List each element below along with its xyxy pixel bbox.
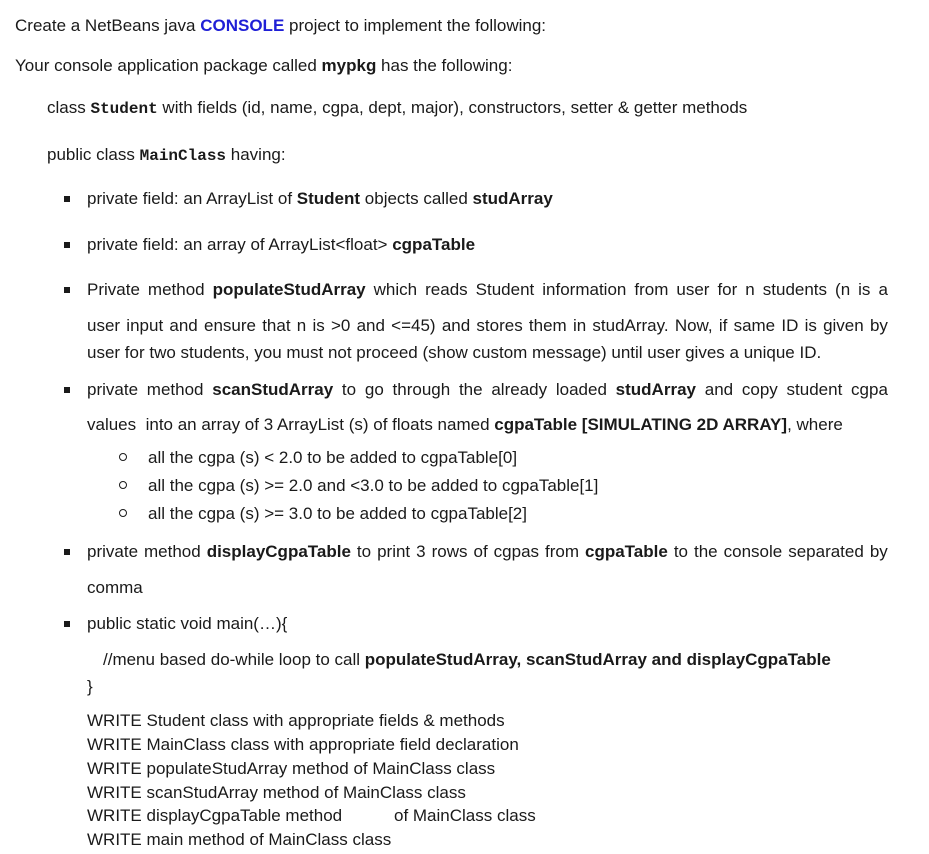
bullet-4-bold: cgpaTable [SIMULATING 2D ARRAY] [494,415,788,434]
bullet-2-bold: cgpaTable [392,235,476,254]
word: print [377,542,411,561]
sub-item-1: all the cgpa (s) < 2.0 to be added to cgpaTable[0] [148,448,518,467]
word: student [786,380,843,399]
word: by [869,542,888,561]
word: Student [475,280,535,299]
bullet-6-line-1: public static void main(…){ [87,614,288,633]
bullet-4-line-2 [87,414,843,436]
console-highlight: CONSOLE [200,16,285,35]
word-bold: studArray [615,380,696,399]
sub-bullet-marker [119,509,127,517]
word: the [458,380,483,399]
word: studArray. [592,316,669,335]
intro-text: Your console application package called [15,56,322,75]
bullet-5-line-1 [87,541,888,563]
bullet-1-bold: studArray [472,189,553,208]
word: the [693,542,718,561]
bullet-6-text: //menu based do-while loop to call [103,650,365,669]
word: to [673,542,688,561]
word-bold: populateStudArray [212,280,366,299]
word: to [356,542,372,561]
student-class-line [47,97,747,120]
word: (n [835,280,851,299]
task-4: WRITE scanStudArray method of MainClass class [87,783,466,802]
task-5-text: WRITE displayCgpaTable method [87,806,343,825]
bullet-1-bold: Student [296,189,361,208]
word: loaded [555,380,607,399]
bullet-4-line-1 [87,379,888,401]
word: copy [741,380,778,399]
word: that [262,316,291,335]
word: and [704,380,734,399]
bullet-6-bold: populateStudArray, scanStudArray and displayCgpaTable [364,650,831,669]
main-class-code: MainClass [139,147,227,165]
intro-text: project to implement the following: [284,16,547,35]
word: and [169,316,198,335]
word: method [144,542,201,561]
bullet-marker [64,621,70,627]
task-3: WRITE populateStudArray method of MainClass class [87,759,496,778]
task-6: WRITE main method of MainClass class [87,830,392,849]
word: ensure [203,316,256,335]
word: students [762,280,828,299]
bullet-4-text: , where [787,415,843,434]
sub-item-2: all the cgpa (s) >= 2.0 and <3.0 to be added to cgpaTable[1] [148,476,599,495]
intro-text: has the following: [376,56,513,75]
main-class-text: public class [47,145,140,164]
word: from [545,542,580,561]
word: in [572,316,587,335]
word: user [676,280,710,299]
word: which [373,280,418,299]
word: of [473,542,488,561]
sub-item-3: all the cgpa (s) >= 3.0 to be added to cgpaTable[2] [148,504,527,523]
main-class-line [47,144,286,167]
word: reads [425,280,468,299]
student-class-text: with fields (id, name, cgpa, dept, major), constructors, setter & getter methods [157,98,748,117]
bullet-1-text: objects called [360,189,473,208]
bullet-2-line [87,234,475,256]
word: method [146,380,204,399]
bullet-2-text: private field: an array of ArrayList<float> [87,235,393,254]
intro-text: Create a NetBeans java [15,16,201,35]
word: private [87,542,139,561]
word: is [804,316,817,335]
word: and [356,316,385,335]
word: Now, [674,316,713,335]
word: information [542,280,627,299]
word: <=45) [391,316,436,335]
intro-line-2 [15,55,512,77]
word: 3 [416,542,426,561]
bullet-marker [64,287,70,293]
student-class-code: Student [90,100,158,118]
word: method [147,280,205,299]
word-bold: cgpaTable [585,542,668,561]
bullet-3-line-2 [87,315,888,337]
word: cgpas [493,542,540,561]
word: rows [431,542,468,561]
word: >0 [330,316,351,335]
word: private [87,380,139,399]
word: from [634,280,669,299]
main-class-text: having: [226,145,286,164]
word: Private [87,280,140,299]
word: input [126,316,164,335]
word: same [733,316,776,335]
bullet-1-line [87,188,553,210]
word: ID [781,316,799,335]
word-bold: displayCgpaTable [206,542,351,561]
word: them [528,316,567,335]
word: if [718,316,728,335]
word: already [491,380,548,399]
word: to [341,380,357,399]
word: user [87,316,121,335]
task-5-suffix: of MainClass class [394,806,536,825]
bullet-4-text: values into an array of 3 ArrayList (s) of floats named [87,415,495,434]
word: and [441,316,471,335]
bullet-3-line-1 [87,279,888,301]
task-1: WRITE Student class with appropriate fields & methods [87,711,505,730]
bullet-6-line-3: } [87,677,93,696]
bullet-marker [64,549,70,555]
word: through [392,380,451,399]
sub-bullet-marker [119,453,127,461]
task-5 [87,805,342,827]
bullet-marker [64,196,70,202]
word: separated [788,542,864,561]
bullet-marker [64,242,70,248]
bullet-marker [64,387,70,393]
word: given [823,316,864,335]
task-2: WRITE MainClass class with appropriate field declaration [87,735,519,754]
word: n [745,280,755,299]
word: for [717,280,738,299]
package-name: mypkg [321,56,377,75]
word: n [296,316,307,335]
intro-line-1 [15,15,546,37]
word: stores [476,316,523,335]
bullet-5-line-2: comma [87,578,143,597]
word-bold: scanStudArray [212,380,334,399]
word: cgpa [851,380,888,399]
word: go [364,380,384,399]
bullet-3-line-3: user for two students, you must not proceed (show custom message) until user gives a unique ID. [87,343,822,362]
word: console [723,542,783,561]
student-class-text: class [47,98,91,117]
word: is [312,316,325,335]
word: is [858,280,871,299]
sub-bullet-marker [119,481,127,489]
word: a [878,280,888,299]
word: by [869,316,888,335]
bullet-1-text: private field: an ArrayList of [87,189,297,208]
bullet-6-line-2 [103,649,831,671]
